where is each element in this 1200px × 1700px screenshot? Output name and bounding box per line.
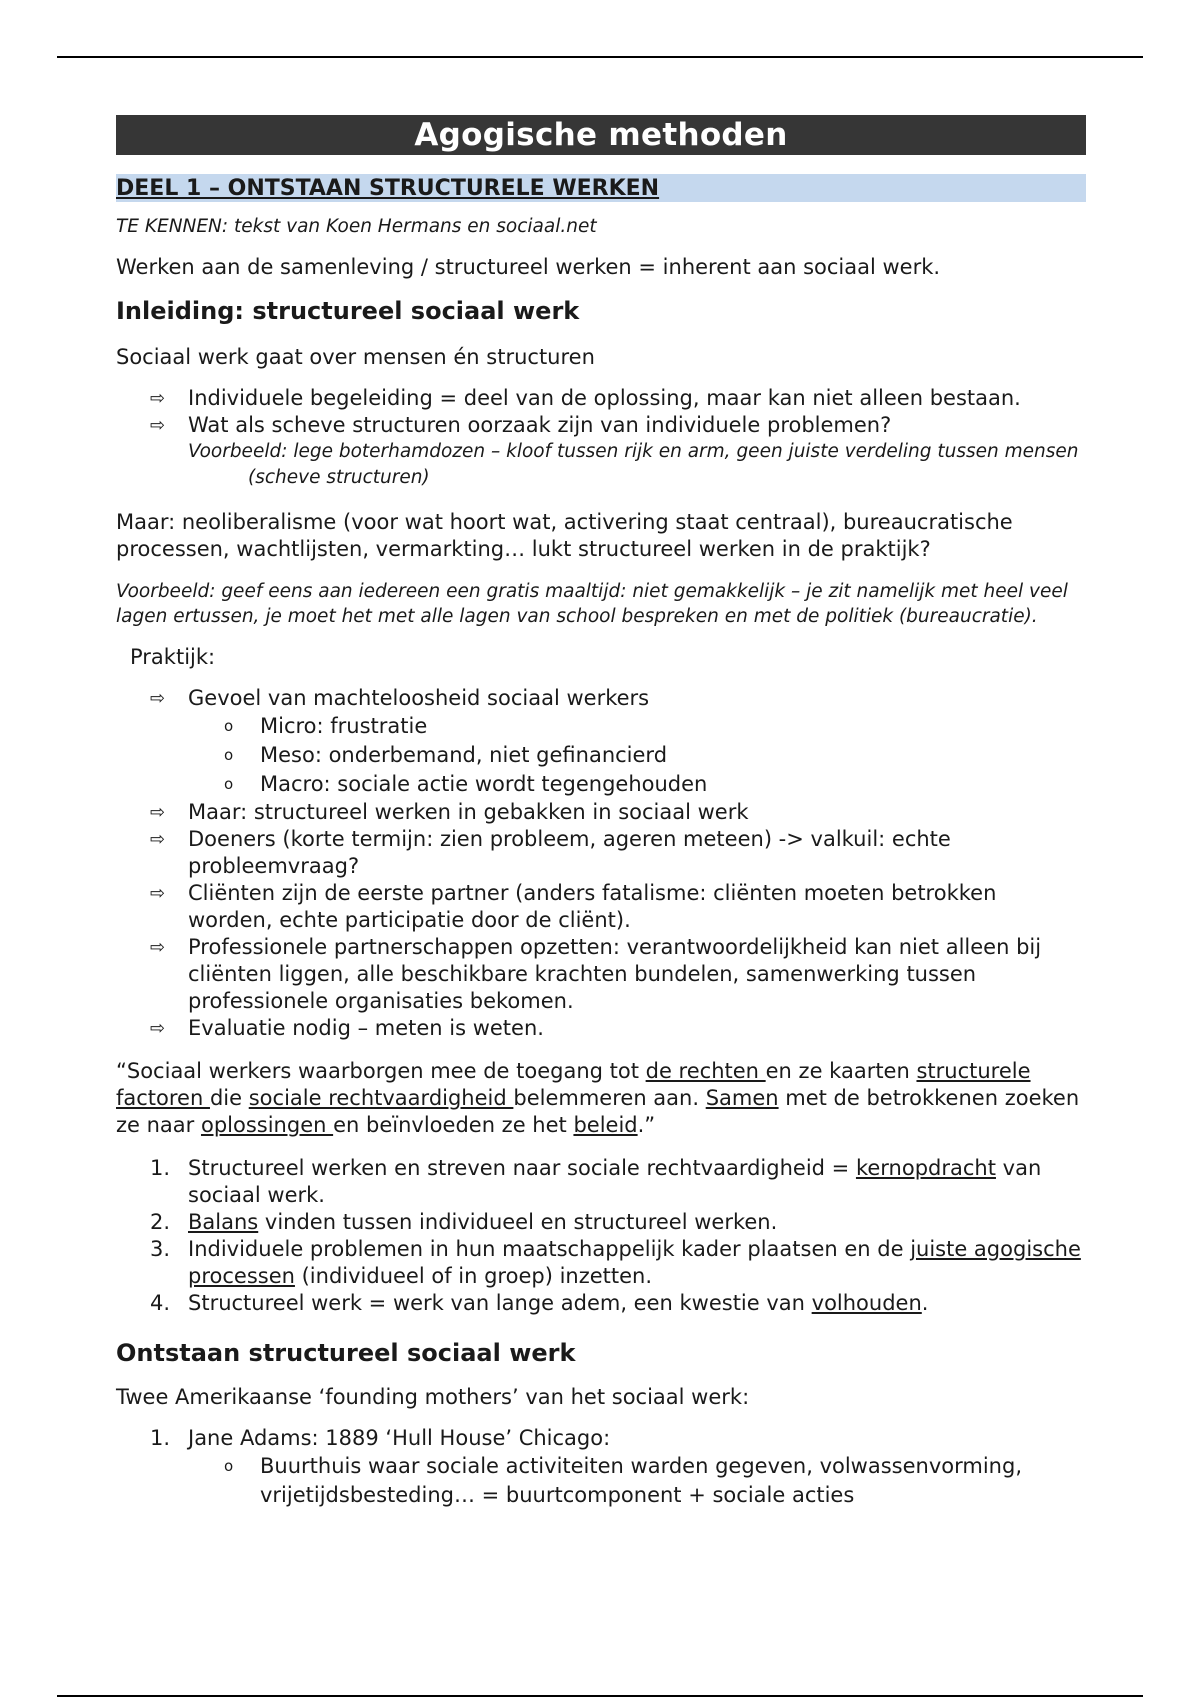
arrow-bullet-icon: ⇨ xyxy=(150,388,166,409)
intro-paragraph: Werken aan de samenleving / structureel werken = inherent aan sociaal werk. xyxy=(116,255,941,279)
list-item: ⇨ Evaluatie nodig – meten is weten. xyxy=(150,1016,544,1040)
list-item: o Macro: sociale actie wordt tegengehouden xyxy=(116,770,1086,799)
list-item: ⇨ Wat als scheve structuren oorzaak zijn van individuele problemen? Voorbeeld: lege boterhamdozen – kloof tussen rijk en arm, geen juiste verdeling tussen mensen(scheve structuren) xyxy=(116,412,1086,491)
list-item: o Meso: onderbemand, niet gefinancierd xyxy=(116,741,1086,770)
list-item: ⇨ Individuele begeleiding = deel van de oplossing, maar kan niet alleen bestaan. xyxy=(150,386,1021,410)
document-body xyxy=(116,115,1086,1510)
heading-inleiding: Inleiding: structureel sociaal werk xyxy=(116,297,580,325)
heading-ontstaan: Ontstaan structureel sociaal werk xyxy=(116,1339,576,1367)
section-heading-text: DEEL 1 – ONTSTAAN STRUCTURELE WERKEN xyxy=(116,176,660,201)
footer-rule xyxy=(57,1695,1143,1697)
header-rule xyxy=(57,56,1143,58)
circle-bullet-icon: o xyxy=(224,717,234,735)
praktijk-label: Praktijk: xyxy=(130,645,216,669)
arrow-bullet-icon: ⇨ xyxy=(150,1018,166,1039)
arrow-bullet-icon: ⇨ xyxy=(150,937,166,958)
list-item: 3. Individuele problemen in hun maatschappelijk kader plaatsen en de juiste agogische processen (individueel of in groep) inzetten. xyxy=(150,1237,1081,1288)
list-item: 1. Structureel werken en streven naar sociale rechtvaardigheid = kernopdracht van sociaal werk. xyxy=(150,1156,1042,1207)
circle-bullet-icon: o xyxy=(224,746,234,764)
document-title: Agogische methoden xyxy=(116,115,1086,155)
list-item: 4. Structureel werk = werk van lange adem, een kwestie van volhouden. xyxy=(150,1291,929,1315)
numbered-list-kernopdrachten xyxy=(116,1155,1086,1317)
list-item: ⇨ Cliënten zijn de eerste partner (anders fatalisme: cliënten moeten betrokken worden, echte participatie door de cliënt). xyxy=(150,881,997,932)
te-kennen-note: TE KENNEN: tekst van Koen Hermans en sociaal.net xyxy=(116,216,597,237)
arrow-bullet-icon: ⇨ xyxy=(150,688,166,709)
arrow-list-praktijk xyxy=(116,685,1086,1042)
list-item: ⇨ Maar: structureel werken in gebakken in sociaal werk xyxy=(150,800,749,824)
arrow-bullet-icon: ⇨ xyxy=(150,829,166,850)
list-item: 2. Balans vinden tussen individueel en structureel werken. xyxy=(150,1210,778,1234)
arrow-bullet-icon: ⇨ xyxy=(150,802,166,823)
circle-bullet-icon: o xyxy=(224,1457,234,1475)
circle-sublist xyxy=(188,712,1086,799)
definition-quote: “Sociaal werkers waarborgen mee de toegang tot de rechten en ze kaarten structurele factoren die sociale rechtvaardigheid belemmeren aan. Samen met de betrokkenen zoeken ze naar oplossingen en beïnvloeden ze het beleid.” xyxy=(116,1059,1080,1137)
circle-sublist xyxy=(188,1452,1086,1510)
paragraph-neoliberalisme: Maar: neoliberalisme (voor wat hoort wat, activering staat centraal), bureaucratische processen, wachtlijsten, vermarkting… lukt structureel werken in de praktijk? xyxy=(116,510,1013,561)
paragraph-founding-mothers: Twee Amerikaanse ‘founding mothers’ van het sociaal werk: xyxy=(116,1385,750,1409)
arrow-list-inleiding xyxy=(116,385,1086,491)
list-item: o Buurthuis waar sociale activiteiten warden gegeven, volwassenvorming, vrijetijdsbesteding… = buurtcomponent + sociale acties xyxy=(224,1454,1022,1507)
example-boterhamdozen: Voorbeeld: lege boterhamdozen – kloof tussen rijk en arm, geen juiste verdeling tussen mensen(scheve structuren) xyxy=(188,441,1079,488)
arrow-bullet-icon: ⇨ xyxy=(150,883,166,904)
section-heading xyxy=(116,174,1086,202)
list-item: ⇨ Professionele partnerschappen opzetten: verantwoordelijkheid kan niet alleen bij cliënten liggen, alle beschikbare krachten bundelen, samenwerking tussen professionele organisaties bekomen. xyxy=(150,935,1042,1013)
list-item: ⇨ Gevoel van machteloosheid sociaal werkers o Micro: frustratie o Meso: onderbemand, niet gefinancierd o Macro: sociale actie wordt tegengehouden xyxy=(116,685,1086,799)
list-item: 1. Jane Adams: 1889 ‘Hull House’ Chicago: o Buurthuis waar sociale activiteiten warden gegeven, volwassenvorming, vrijetijdsbesteding… = buurtcomponent + sociale acties xyxy=(116,1425,1086,1510)
arrow-bullet-icon: ⇨ xyxy=(150,415,166,436)
list-item: ⇨ Doeners (korte termijn: zien probleem, ageren meteen) -> valkuil: echte probleemvraag? xyxy=(150,827,951,878)
paragraph-mensen-structuren: Sociaal werk gaat over mensen én structuren xyxy=(116,345,595,369)
circle-bullet-icon: o xyxy=(224,775,234,793)
list-item: o Micro: frustratie xyxy=(116,712,1086,741)
numbered-list-founding-mothers xyxy=(116,1425,1086,1510)
example-gratis-maaltijd: Voorbeeld: geef eens aan iedereen een gratis maaltijd: niet gemakkelijk – je zit namelijk met heel veel lagen ertussen, je moet het met alle lagen van school bespreken en met de politiek (bureaucratie). xyxy=(116,581,1068,627)
